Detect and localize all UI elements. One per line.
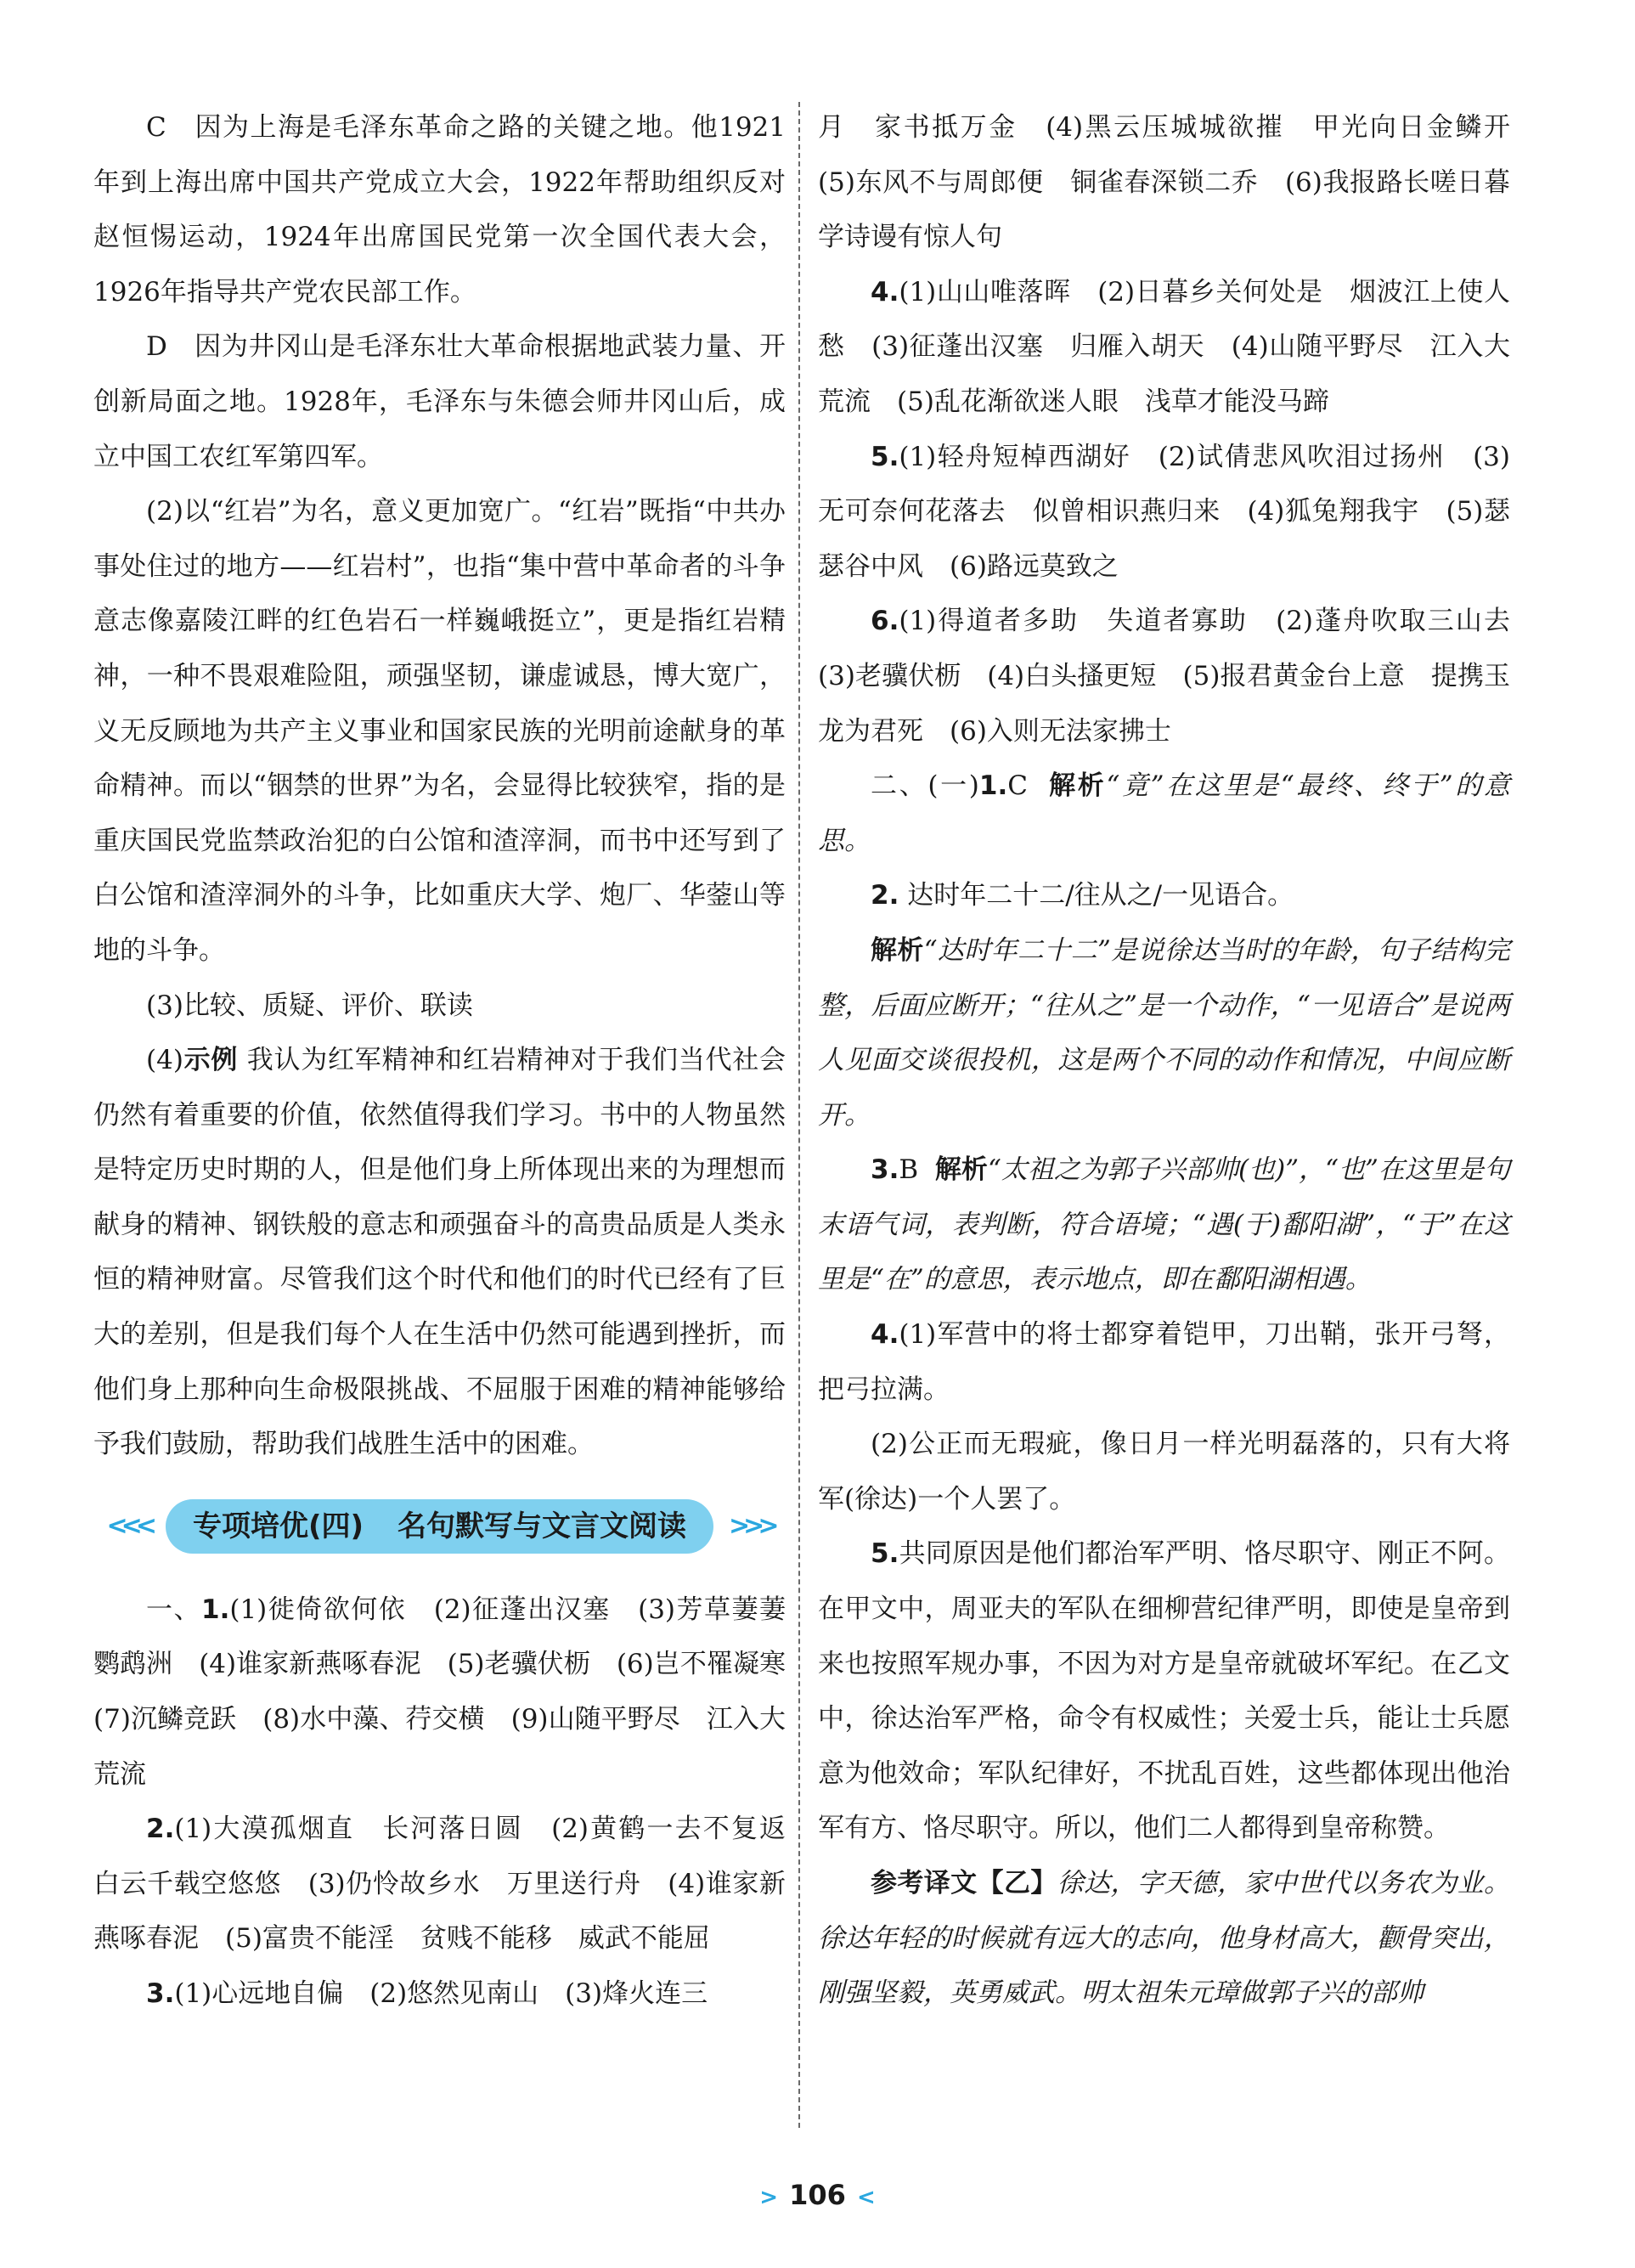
banner-left-arrows-icon: <<< bbox=[106, 1510, 150, 1541]
answer-paragraph-2: (2)以“红岩”为名，意义更加宽广。“红岩”既指“中共办事处住过的地方——红岩村”，也指“集中营中革命者的斗争意志像嘉陵江畔的红色岩石一样巍峨挺立”，更是指红岩精神，一种不畏艰难险阻，顽强坚韧，谦虚诚恳，博大宽广，义无反顾地为共产主义事业和国家民族的光明前途献身的革命精神。而以“铟禁的世界”为名，会显得比较狭窄，指的是重庆国民党监禁政治犯的白公馆和渣滓洞，而书中还写到了白公馆和渣滓洞外的斗争，比如重庆大学、炮厂、华蓥山等地的斗争。 bbox=[93, 496, 786, 966]
column-divider bbox=[798, 102, 800, 2128]
answer-paragraph-3: (3)比较、质疑、评价、联读 bbox=[146, 990, 473, 1021]
example-label: 示例 bbox=[183, 1045, 239, 1076]
analysis-label: 解析 bbox=[934, 1154, 988, 1186]
classical-q5: 5.共同原因是他们都治军严明、恪尽职守、刚正不阿。在甲文中，周亚夫的军队在细柳营纪律严明，即使是皇帝到来也按照军规办事，不因为对方是皇帝就破坏军纪。在乙文中，徐达治军严格，命令有权威性；关爱士兵，能让士兵愿意为他效命；军队纪律好，不扰乱百姓，这些都体现出他治军有方、恪尽职守。所以，他们二人都得到皇帝称赞。 bbox=[818, 1538, 1510, 1844]
translation-label: 参考译文【乙】 bbox=[871, 1868, 1057, 1898]
classical-q4-part2: (2)公正而无瑕疵，像日月一样光明磊落的，只有大将军(徐达)一个人罢了。 bbox=[818, 1429, 1510, 1515]
page-number: 106 bbox=[789, 2179, 846, 2211]
answer-group-3: 3.(1)心远地自偏 (2)悠然见南山 (3)烽火连三 bbox=[146, 1978, 708, 2009]
answer-paragraph-4: (4)示例 我认为红军精神和红岩精神对于我们当代社会仍然有着重要的价值，依然值得我们学习。书中的人物虽然是特定历史时期的人，但是他们身上所体现出来的为理想而献身的精神、钢铁般的意志和顽强奋斗的高贵品质是人类永恒的精神财富。尽管我们这个时代和他们的时代已经有了巨大的差别，但是我们每个人在生活中仍然可能遇到挫折，而他们身上那种向生命极限挑战、不屈服于困难的精神能够给予我们鼓励，帮助我们战胜生活中的困难。 bbox=[93, 1045, 786, 1460]
left-column bbox=[93, 100, 812, 2022]
page-footer bbox=[0, 2179, 1635, 2211]
classical-q2: 2. 达时年二十二/往从之/一见语合。 bbox=[871, 880, 1294, 911]
right-column bbox=[818, 100, 1536, 2021]
section-banner bbox=[93, 1491, 786, 1562]
classical-q3: 3.B 解析“太祖之为郭子兴部帅(也)”，“也”在这里是句末语气词，表判断，符合语境；“遇(于)鄱阳湖”，“于”在这里是“在”的意思，表示地点，即在鄱阳湖相遇。 bbox=[818, 1154, 1510, 1295]
answer-group-4: 4.(1)山山唯落晖 (2)日暮乡关何处是 烟波江上使人愁 (3)征蓬出汉塞 归雁入胡天 (4)山随平野尽 江入大荒流 (5)乱花渐欲迷人眼 浅草才能没马蹄 bbox=[818, 276, 1510, 417]
classical-q2-analysis: 解析“达时年二十二”是说徐达当时的年龄，句子结构完整，后面应断开；“往从之”是一个动作，“一见语合”是说两人见面交谈很投机，这是两个不同的动作和情况，中间应断开。 bbox=[818, 934, 1511, 1131]
analysis-label: 解析 bbox=[871, 934, 924, 966]
footer-left-arrow-icon: < bbox=[856, 2185, 876, 2210]
answer-paragraph-d: D 因为井冈山是毛泽东壮大革命根据地武装力量、开创新局面之地。1928年，毛泽东与朱德会师井冈山后，成立中国工农红军第四军。 bbox=[93, 331, 786, 472]
answer-group-1: 一、1.(1)徙倚欲何依 (2)征蓬出汉塞 (3)芳草萋萋鹦鹉洲 (4)谁家新燕啄春泥 (5)老骥伏枥 (6)岂不罹凝寒 (7)沉鳞竞跃 (8)水中藻、荇交横 (9)山随平野尽 江入大荒流 bbox=[93, 1594, 812, 1790]
classical-q1: 二、(一)1.C 解析“竟”在这里是“最终、终于”的意思。 bbox=[818, 770, 1510, 856]
answer-group-6: 6.(1)得道者多助 失道者寡助 (2)蓬舟吹取三山去 (3)老骥伏枥 (4)白头搔更短 (5)报君黄金台上意 提携玉龙为君死 (6)入则无法家拂士 bbox=[818, 606, 1536, 747]
answer-group-3-continued: 月 家书抵万金 (4)黑云压城城欲摧 甲光向日金鳞开 (5)东风不与周郎便 铜雀春深锁二乔 (6)我报路长嗟日暮 学诗谩有惊人句 bbox=[818, 112, 1536, 253]
answer-paragraph-c: C 因为上海是毛泽东革命之路的关键之地。他1921年到上海出席中国共产党成立大会，1922年帮助组织反对赵恒惕运动，1924年出席国民党第一次全国代表大会，1926年指导共产党农民部工作。 bbox=[93, 112, 786, 307]
footer-right-arrow-icon: > bbox=[759, 2185, 778, 2210]
reference-translation: 参考译文【乙】徐达，字天德，家中世代以务农为业。徐达年轻的时候就有远大的志向，他身材高大，颧骨突出，刚强坚毅，英勇威武。明太祖朱元璋做郭子兴的部帅 bbox=[818, 1868, 1511, 2009]
answer-group-2: 2.(1)大漠孤烟直 长河落日圆 (2)黄鹤一去不复返 白云千载空悠悠 (3)仍怜故乡水 万里送行舟 (4)谁家新燕啄春泥 (5)富贵不能淫 贫贱不能移 威武不能屈 bbox=[93, 1814, 812, 1955]
analysis-label: 解析 bbox=[1049, 770, 1107, 802]
banner-right-arrows-icon: >>> bbox=[729, 1510, 773, 1541]
answer-group-5: 5.(1)轻舟短棹西湖好 (2)试倩悲风吹泪过扬州 (3)无可奈何花落去 似曾相识燕归来 (4)狐兔翔我宇 (5)瑟瑟谷中风 (6)路远莫致之 bbox=[818, 441, 1510, 582]
classical-q4: 4.(1)军营中的将士都穿着铠甲，刀出鞘，张开弓弩，把弓拉满。 bbox=[818, 1319, 1510, 1405]
section-title: 专项培优(四) 名句默写与文言文阅读 bbox=[166, 1499, 713, 1554]
